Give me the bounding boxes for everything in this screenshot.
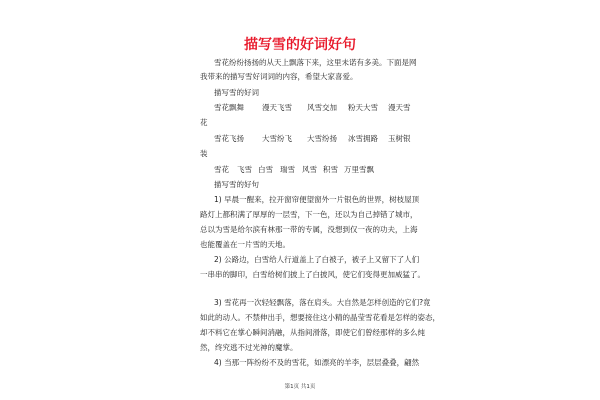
word-item: 雪花飞扬 xyxy=(214,134,244,143)
word-item: 积雪 xyxy=(323,165,338,174)
word-item: 漫天飞雪 xyxy=(262,103,292,112)
sentence-line: 4) 当那一阵纷纷不及的雪花，如漂亮的羊李，层层叠叠，翩然 xyxy=(214,358,420,367)
word-item: 漫天雪 xyxy=(388,103,411,112)
word-wrap-2: 装 xyxy=(200,149,208,158)
word-item: 大雪纷扬 xyxy=(307,134,337,143)
word-item: 玉树银 xyxy=(388,134,411,143)
sentence-line: 路灯上都积满了厚厚的一层雪，下一色，还以为自己掉错了城市， xyxy=(200,210,418,219)
word-item: 冰雪拥路 xyxy=(348,134,378,143)
sentence-line: 3) 雪花再一次轻轻飘落，落在肩头。大自然是怎样创造的它们?竟 xyxy=(214,298,431,307)
word-item: 雪花 xyxy=(214,165,229,174)
word-item: 风雪 xyxy=(302,165,317,174)
intro-line-2: 我带来的描写雪好词词的内容，希望大家喜爱。 xyxy=(200,72,358,81)
page-footer: 第1页 共1页 xyxy=(284,384,316,390)
sentence-line: 总以为雪是给尔滨有林那一带的专属，没想到仅一夜的功夫，上海 xyxy=(200,225,418,234)
section-heading-words: 描写雪的好词 xyxy=(214,88,259,97)
word-wrap-1: 花 xyxy=(200,118,208,127)
word-item: 白雪 xyxy=(258,165,273,174)
sentence-line: 却不料它在掌心瞬间消融，从指间滑落，即使它们曾经那样的多么纯 xyxy=(200,328,425,337)
intro-line-1: 雪花纷纷扬扬的从天上飘落下来，这里未诺有多美。下面是网 xyxy=(214,58,417,67)
word-item: 大雪纷飞 xyxy=(262,134,292,143)
section-heading-sentences: 描写雪的好句 xyxy=(214,180,259,189)
word-item: 粉天大雪 xyxy=(348,103,378,112)
word-item: 万里雪飘 xyxy=(344,165,374,174)
sentence-line: 也能覆盖在一片雪的天地。 xyxy=(200,240,290,249)
sentence-line: 2) 公路边，白雪给人行道盖上了白被子，被子上又留下了人们 xyxy=(214,255,420,264)
sentence-line: 1) 早晨一醒来，拉开窗帘便望窗外一片银色的世界，树枝屋顶 xyxy=(214,195,420,204)
document-title: 描写雪的好词好句 xyxy=(244,37,356,53)
sentence-line: 一串串的脚印，白雪给树们披上了白披风，使它们变得更加威猛了。 xyxy=(200,270,425,279)
word-item: 飞雪 xyxy=(237,165,252,174)
sentence-line: 然，终究逃不过光神的魔掌。 xyxy=(200,343,298,352)
word-item: 风雪交加 xyxy=(307,103,337,112)
word-item: 瑞雪 xyxy=(280,165,295,174)
sentence-line: 如此的动人。不禁伸出手，想要接住这小精的晶莹雪花看是怎样的姿态， xyxy=(200,313,440,322)
word-item: 雪花飘舞 xyxy=(214,103,244,112)
